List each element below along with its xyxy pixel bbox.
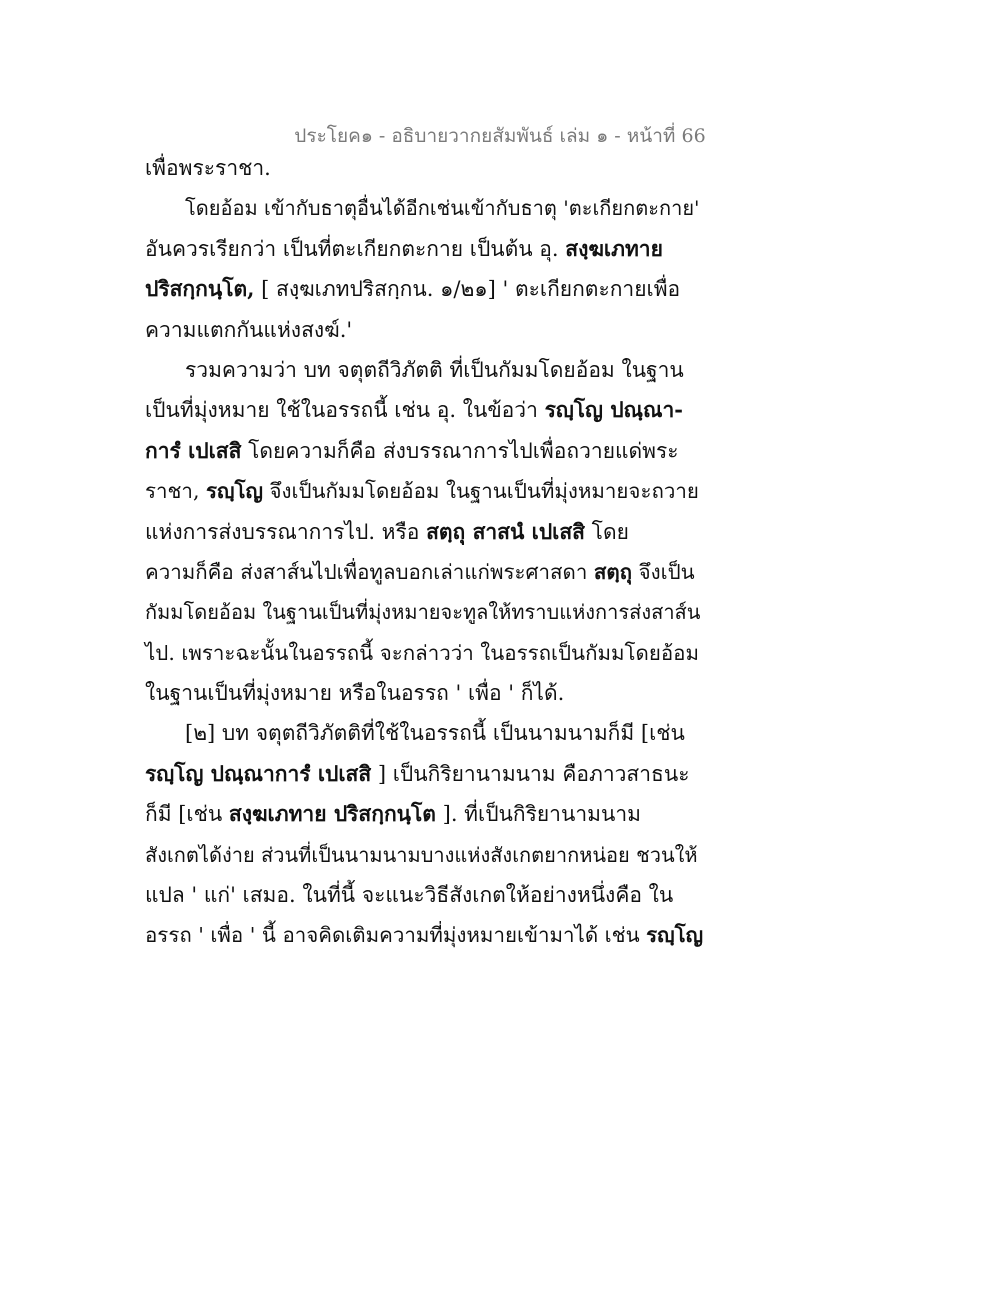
text-line: ราชา, รญฺโญ จึงเป็นกัมมโดยอ้อม ในฐานเป็นที่มุ่งหมายจะถวาย: [145, 479, 699, 504]
body-text: [145, 148, 705, 956]
text-line: การํ เปเสสิ โดยความก็คือ ส่งบรรณาการไปเพื่อถวายแด่พระ: [145, 437, 679, 463]
text-line: กัมมโดยอ้อม ในฐานเป็นที่มุ่งหมายจะทูลให้ทราบแห่งการส่งสาส์น: [145, 600, 701, 625]
text-line: ไป. เพราะฉะนั้นในอรรถนี้ จะกล่าวว่า ในอรรถเป็นกัมมโดยอ้อม: [145, 640, 699, 665]
text-line: รญฺโญ ปณฺณาการํ เปเสสิ ] เป็นกิริยานามนาม คือภาวสาธนะ: [145, 760, 690, 786]
text-line: สังเกตได้ง่าย ส่วนที่เป็นนามนามบางแห่งสังเกตยากหน่อย ชวนให้: [145, 842, 698, 867]
text-line: แห่งการส่งบรรณาการไป. หรือ สตฺถุ สาสนํ เปเสสิ โดย: [145, 518, 629, 544]
text-line: ความแตกกันแห่งสงฆ์.': [145, 317, 353, 342]
text-line: เป็นที่มุ่งหมาย ใช้ในอรรถนี้ เช่น อุ. ในข้อว่า รญฺโญ ปณฺณา-: [145, 397, 684, 423]
text-line: ปริสกฺกนฺโต, [ สงฺฆเภทปริสกฺกน. ๑/๒๑] ' ตะเกียกตะกายเพื่อ: [145, 276, 681, 302]
text-line: อันควรเรียกว่า เป็นที่ตะเกียกตะกาย เป็นต้น อุ. สงฺฆเภทาย: [145, 235, 663, 261]
text-line: รวมความว่า บท จตุตถีวิภัตติ ที่เป็นกัมมโดยอ้อม ในฐาน: [185, 357, 684, 382]
page-header: ประโยค๑ - อธิบายวากยสัมพันธ์ เล่ม ๑ - หน้าที่ 66: [294, 125, 706, 147]
text-line: เพื่อพระราชา.: [145, 156, 271, 180]
text-line: ความก็คือ ส่งสาส์นไปเพื่อทูลบอกเล่าแก่พระศาสดา สตฺถุ จึงเป็น: [145, 559, 695, 584]
text-line: โดยอ้อม เข้ากับธาตุอื่นได้อีกเช่นเข้ากับธาตุ 'ตะเกียกตะกาย': [185, 196, 700, 221]
text-line: ในฐานเป็นที่มุ่งหมาย หรือในอรรถ ' เพื่อ ' ก็ได้.: [145, 681, 565, 706]
text-line: อรรถ ' เพื่อ ' นี้ อาจคิดเติมความที่มุ่งหมายเข้ามาได้ เช่น รญฺโญ: [145, 923, 704, 948]
text-line: แปล ' แก่' เสมอ. ในที่นี้ จะแนะวิธีสังเกตให้อย่างหนึ่งคือ ใน: [145, 883, 674, 908]
text-line: [๒] บท จตุตถีวิภัตติที่ใช้ในอรรถนี้ เป็นนามนามก็มี [เช่น: [185, 721, 685, 746]
text-line: ก็มี [เช่น สงฺฆเภทาย ปริสกฺกนฺโต ]. ที่เป็นกิริยานามนาม: [145, 801, 641, 827]
